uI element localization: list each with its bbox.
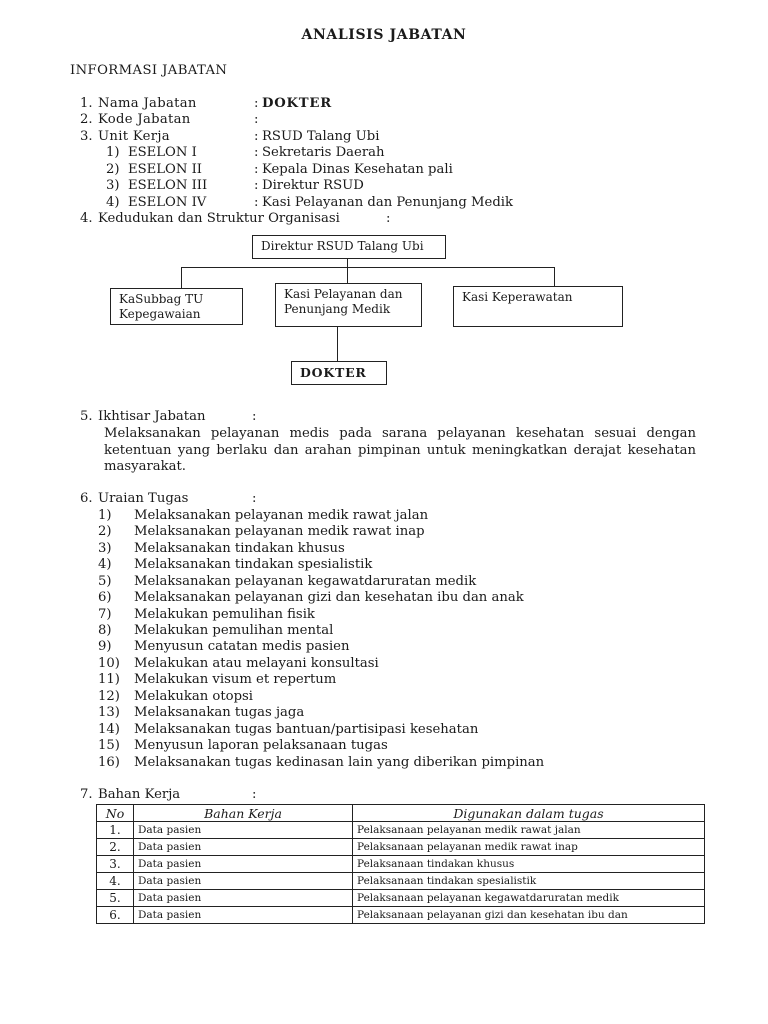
label-unit-kerja: Unit Kerja <box>98 129 170 144</box>
org-connector <box>337 327 338 361</box>
table-cell-bahan: Data pasien <box>134 873 353 890</box>
task-number: 16) <box>98 755 120 770</box>
task-text: Melakukan pemulihan fisik <box>134 607 315 622</box>
table-row <box>97 907 705 924</box>
colon: : <box>254 129 259 144</box>
task-number: 10) <box>98 656 120 671</box>
item-number: 2. <box>80 112 93 127</box>
colon: : <box>254 96 259 111</box>
table-cell-bahan: Data pasien <box>134 822 353 839</box>
eselon-value: Kasi Pelayanan dan Penunjang Medik <box>262 195 513 210</box>
colon: : <box>254 145 259 160</box>
table-cell-no: 4. <box>97 873 134 890</box>
task-number: 4) <box>98 557 112 572</box>
org-box-kasubbag <box>110 288 243 325</box>
task-number: 13) <box>98 705 120 720</box>
colon: : <box>252 787 257 802</box>
section-heading: INFORMASI JABATAN <box>70 63 228 78</box>
task-number: 1) <box>98 508 112 523</box>
table-row <box>97 890 705 907</box>
org-box-dokter: DOKTER <box>291 361 387 385</box>
table-cell-bahan: Data pasien <box>134 839 353 856</box>
item-number: 5. <box>80 409 93 424</box>
task-number: 6) <box>98 590 112 605</box>
eselon-number: 1) <box>106 145 120 160</box>
table-cell-no: 6. <box>97 907 134 924</box>
eselon-number: 3) <box>106 178 120 193</box>
colon: : <box>254 195 259 210</box>
item-number: 1. <box>80 96 93 111</box>
task-text: Melakukan pemulihan mental <box>134 623 334 638</box>
eselon-value: Kepala Dinas Kesehatan pali <box>262 162 453 177</box>
table-cell-tugas: Pelaksanaan pelayanan kegawatdaruratan medik <box>353 890 705 907</box>
item-number: 6. <box>80 491 93 506</box>
eselon-number: 4) <box>106 195 120 210</box>
table-cell-bahan: Data pasien <box>134 907 353 924</box>
colon: : <box>386 211 391 226</box>
org-box-line: Kepegawaian <box>119 307 201 321</box>
org-box-kasi-keperawatan: Kasi Keperawatan <box>453 286 623 327</box>
task-text: Melaksanakan tugas bantuan/partisipasi kesehatan <box>134 722 479 737</box>
eselon-number: 2) <box>106 162 120 177</box>
task-number: 9) <box>98 639 112 654</box>
task-number: 8) <box>98 623 112 638</box>
task-number: 12) <box>98 689 120 704</box>
table-cell-bahan: Data pasien <box>134 890 353 907</box>
ikhtisar-paragraph: Melaksanakan pelayanan medis pada sarana pelayanan kesehatan sesuai dengan ketentuan yang berlaku dan arahan pimpinan untuk meningkatkan derajat kesehatan masyarakat. <box>104 426 696 474</box>
table-header: No <box>97 805 134 822</box>
table-header: Digunakan dalam tugas <box>353 805 705 822</box>
value-unit-kerja: RSUD Talang Ubi <box>262 129 380 144</box>
label-nama-jabatan: Nama Jabatan <box>98 96 197 111</box>
label-kedudukan: Kedudukan dan Struktur Organisasi <box>98 211 340 226</box>
task-text: Melaksanakan pelayanan gizi dan kesehatan ibu dan anak <box>134 590 524 605</box>
table-row <box>97 856 705 873</box>
bahan-kerja-table <box>96 804 705 924</box>
task-number: 7) <box>98 607 112 622</box>
table-cell-no: 1. <box>97 822 134 839</box>
task-number: 15) <box>98 738 120 753</box>
item-number: 7. <box>80 787 93 802</box>
task-number: 11) <box>98 672 120 687</box>
task-number: 14) <box>98 722 120 737</box>
table-cell-no: 3. <box>97 856 134 873</box>
document-title: ANALISIS JABATAN <box>301 27 467 43</box>
table-header: Bahan Kerja <box>134 805 353 822</box>
org-connector <box>347 267 348 283</box>
task-text: Melaksanakan tugas kedinasan lain yang diberikan pimpinan <box>134 755 545 770</box>
table-row <box>97 822 705 839</box>
table-cell-no: 2. <box>97 839 134 856</box>
org-box-line: Penunjang Medik <box>284 302 391 316</box>
colon: : <box>252 409 257 424</box>
eselon-value: Direktur RSUD <box>262 178 364 193</box>
colon: : <box>254 178 259 193</box>
table-row <box>97 873 705 890</box>
task-text: Melaksanakan pelayanan medik rawat jalan <box>134 508 429 523</box>
table-cell-bahan: Data pasien <box>134 856 353 873</box>
item-number: 4. <box>80 211 93 226</box>
table-cell-tugas: Pelaksanaan pelayanan medik rawat jalan <box>353 822 705 839</box>
label-ikhtisar: Ikhtisar Jabatan <box>98 409 206 424</box>
eselon-label: ESELON I <box>128 145 197 160</box>
task-number: 2) <box>98 524 112 539</box>
colon: : <box>254 162 259 177</box>
org-box-direktur: Direktur RSUD Talang Ubi <box>252 235 446 259</box>
task-text: Melaksanakan tugas jaga <box>134 705 305 720</box>
task-text: Melakukan otopsi <box>134 689 254 704</box>
table-cell-no: 5. <box>97 890 134 907</box>
table-cell-tugas: Pelaksanaan tindakan khusus <box>353 856 705 873</box>
org-connector <box>181 267 554 268</box>
label-uraian: Uraian Tugas <box>98 491 189 506</box>
colon: : <box>252 491 257 506</box>
eselon-label: ESELON II <box>128 162 203 177</box>
task-text: Melakukan visum et repertum <box>134 672 337 687</box>
org-connector <box>181 267 182 288</box>
task-number: 3) <box>98 541 112 556</box>
table-cell-tugas: Pelaksanaan pelayanan medik rawat inap <box>353 839 705 856</box>
org-box-line: Kasi Pelayanan dan <box>284 287 403 301</box>
org-box-line: KaSubbag TU <box>119 292 204 306</box>
table-cell-tugas: Pelaksanaan tindakan spesialistik <box>353 873 705 890</box>
eselon-label: ESELON III <box>128 178 208 193</box>
task-number: 5) <box>98 574 112 589</box>
org-box-kasi-pelayanan <box>275 283 422 327</box>
eselon-value: Sekretaris Daerah <box>262 145 385 160</box>
eselon-label: ESELON IV <box>128 195 207 210</box>
task-text: Melakukan atau melayani konsultasi <box>134 656 379 671</box>
table-header-row <box>97 805 705 822</box>
table-cell-tugas: Pelaksanaan pelayanan gizi dan kesehatan ibu dan <box>353 907 705 924</box>
task-text: Melaksanakan tindakan spesialistik <box>134 557 373 572</box>
org-connector <box>554 267 555 286</box>
item-number: 3. <box>80 129 93 144</box>
label-kode-jabatan: Kode Jabatan <box>98 112 191 127</box>
label-bahan-kerja: Bahan Kerja <box>98 787 181 802</box>
task-text: Melaksanakan pelayanan medik rawat inap <box>134 524 425 539</box>
task-text: Melaksanakan tindakan khusus <box>134 541 345 556</box>
colon: : <box>254 112 259 127</box>
task-text: Melaksanakan pelayanan kegawatdaruratan medik <box>134 574 477 589</box>
table-row <box>97 839 705 856</box>
task-text: Menyusun laporan pelaksanaan tugas <box>134 738 388 753</box>
task-text: Menyusun catatan medis pasien <box>134 639 350 654</box>
value-nama-jabatan: DOKTER <box>262 96 333 111</box>
